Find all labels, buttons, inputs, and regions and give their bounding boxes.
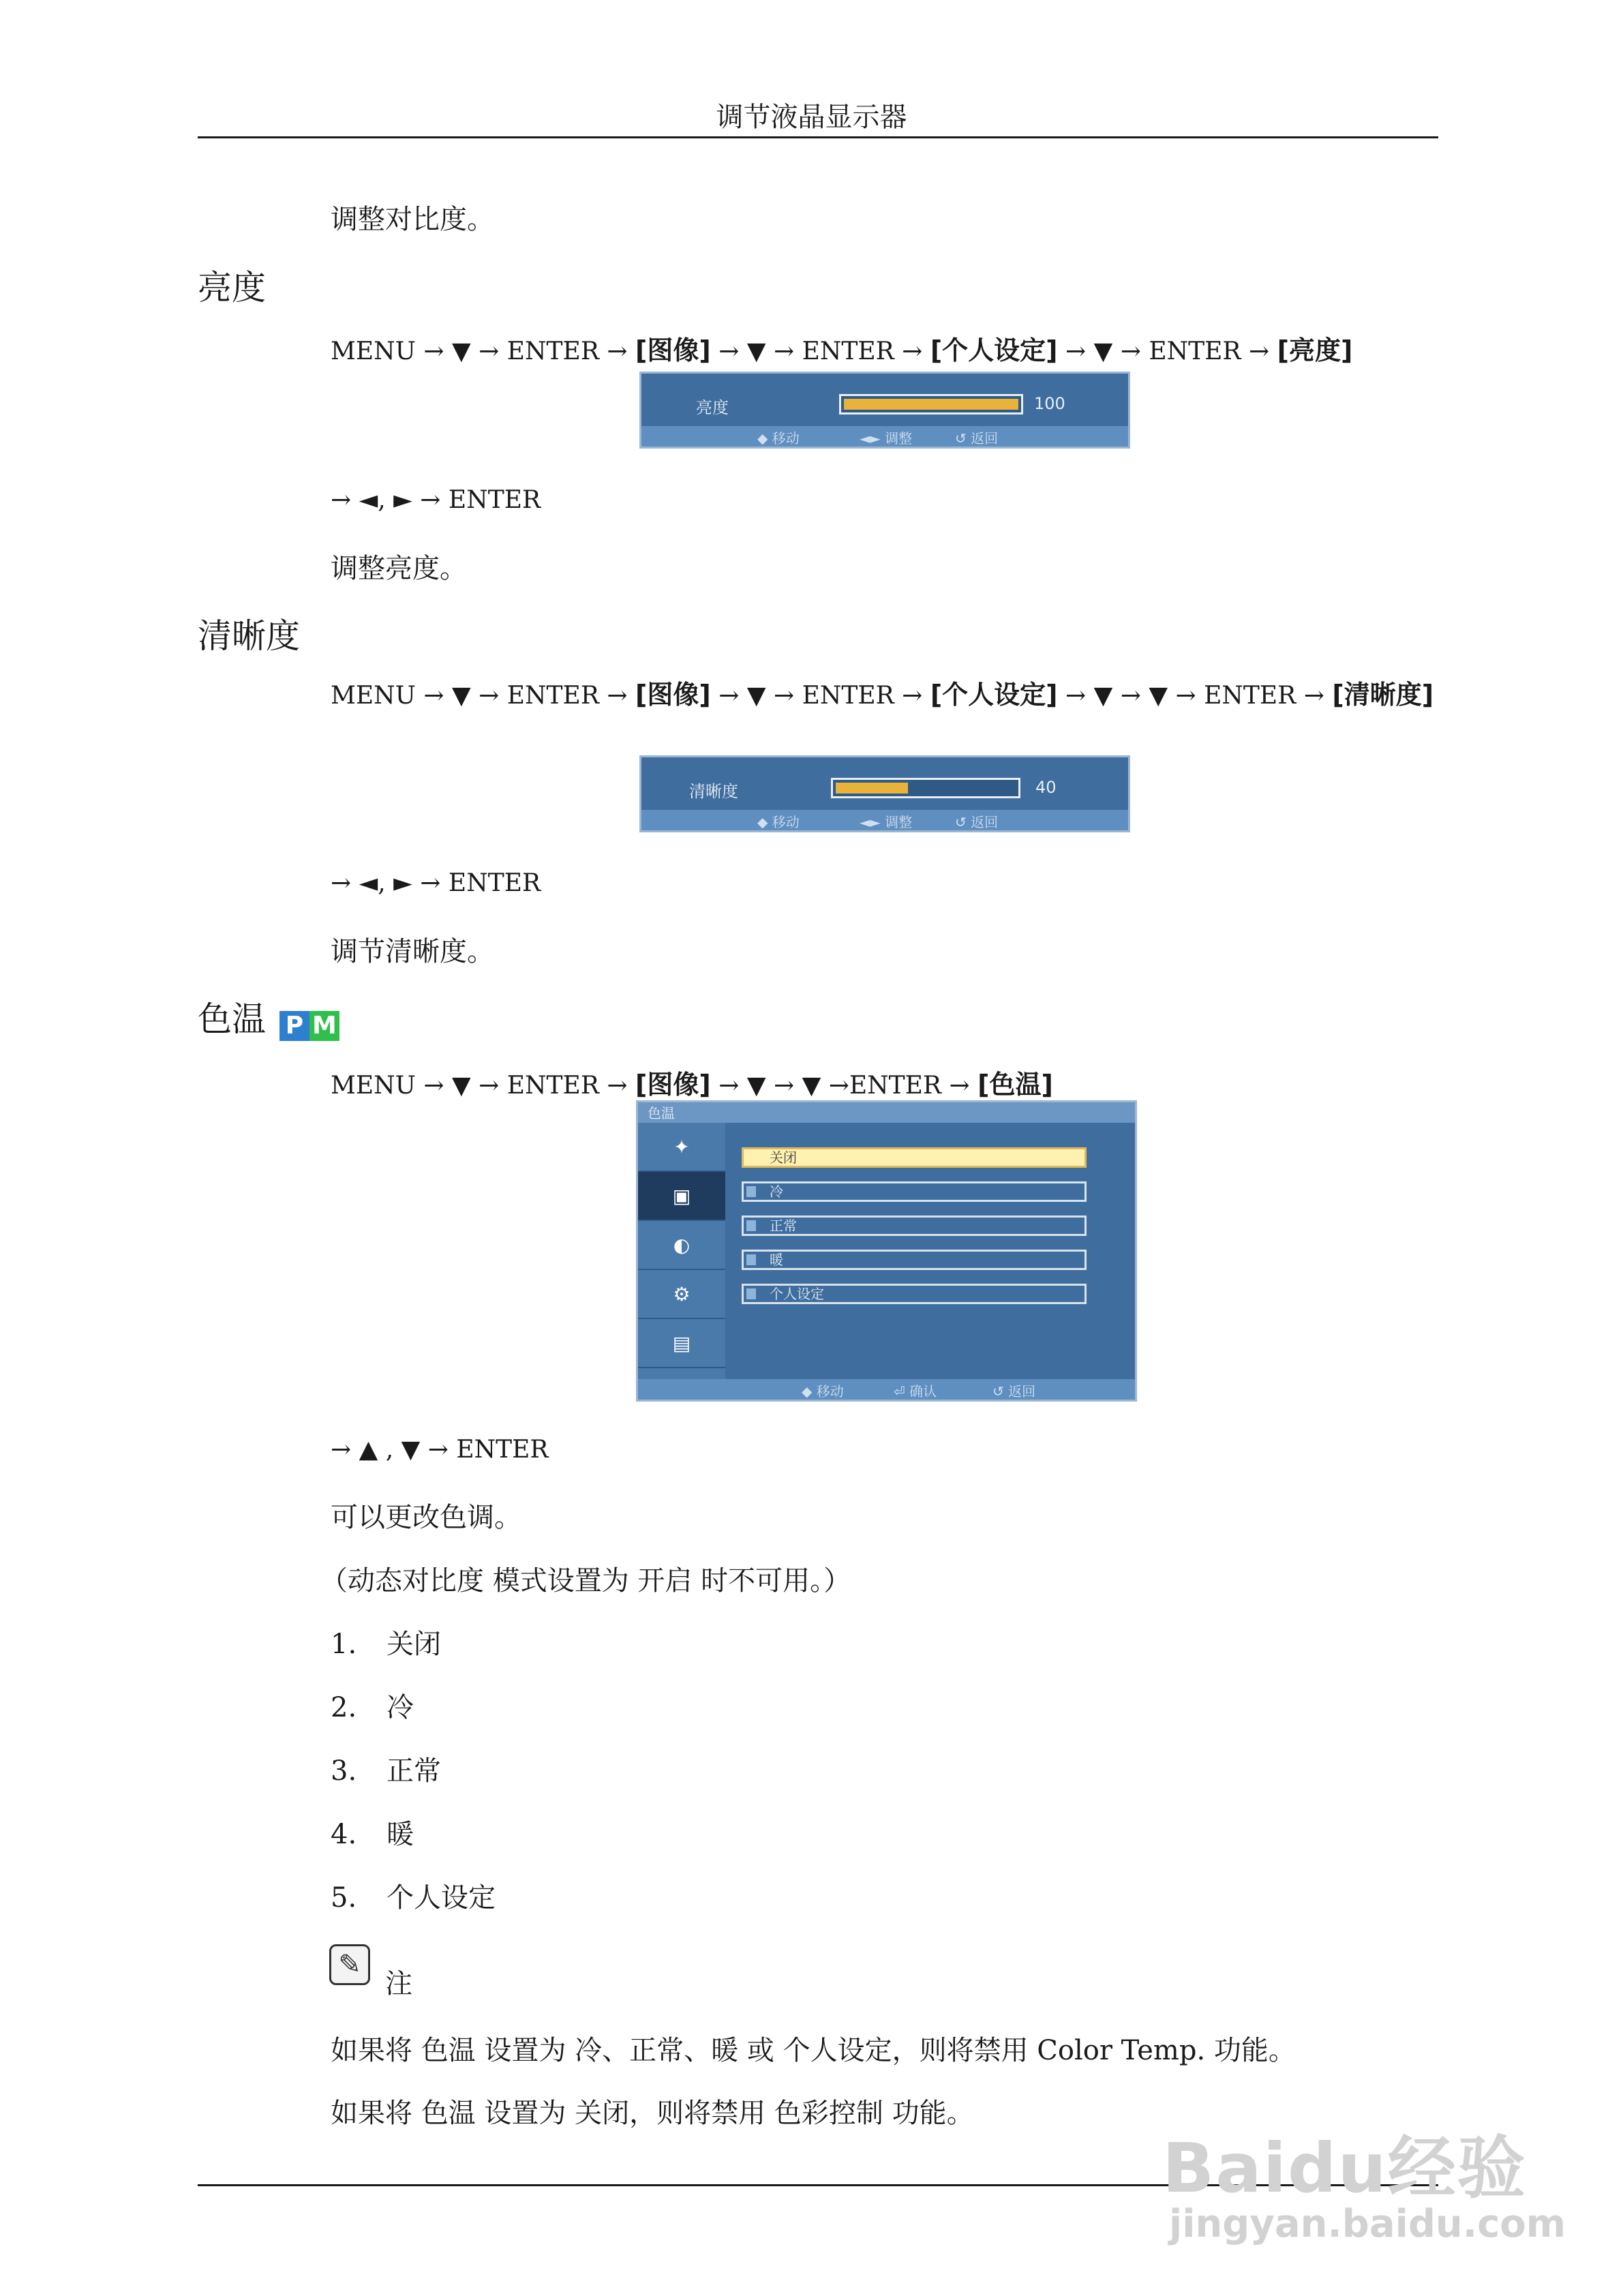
move-hint-label: 移动 bbox=[772, 430, 800, 447]
osd-footer bbox=[641, 426, 1128, 447]
color-temp-restriction: （动态对比度 模式设置为 开启 时不可用。） bbox=[320, 1565, 851, 1597]
note-line-1: 如果将 色温 设置为 冷、正常、暖 或 个人设定，则将禁用 Color Temp. 功能。 bbox=[331, 2035, 1296, 2066]
path-text: MENU → ▼ → ENTER → bbox=[331, 337, 628, 365]
path-text: → ▼ → ENTER → bbox=[1065, 337, 1270, 365]
list-label: 关闭 bbox=[386, 1629, 441, 1660]
picture-icon[interactable]: ▣ bbox=[638, 1172, 725, 1221]
section-heading-color-temp bbox=[198, 992, 339, 1042]
intro-text: 调整对比度。 bbox=[331, 204, 494, 235]
path-text: MENU → ▼ → ENTER → bbox=[331, 1072, 628, 1100]
path-text: MENU → ▼ → ENTER → bbox=[331, 682, 628, 710]
heading-text: 色温 bbox=[198, 999, 266, 1039]
adjust-hint-label: 调整 bbox=[885, 814, 913, 830]
color-temp-osd-menu bbox=[636, 1100, 1137, 1402]
path-label-color-temp: [色温] bbox=[977, 1070, 1053, 1100]
section-heading-sharpness: 清晰度 bbox=[198, 616, 300, 656]
path-label-sharpness: [清晰度] bbox=[1332, 680, 1434, 710]
sharpness-slider[interactable] bbox=[831, 778, 1020, 798]
note-line-2: 如果将 色温 设置为 关闭，则将禁用 色彩控制 功能。 bbox=[331, 2098, 974, 2129]
baidu-watermark-logo: Baidu经验 bbox=[1162, 2128, 1527, 2208]
slider-fill bbox=[844, 399, 1018, 410]
return-hint-label: 返回 bbox=[1008, 1383, 1036, 1400]
list-number: 3. bbox=[331, 1755, 357, 1787]
list-label: 暖 bbox=[386, 1819, 414, 1850]
list-item bbox=[331, 1813, 414, 1852]
return-hint: ↺ 返回 bbox=[992, 1383, 1036, 1400]
adjust-action-color-temp: → ▲ , ▼ → ENTER bbox=[331, 1436, 549, 1464]
move-hint-label: 移动 bbox=[772, 814, 800, 830]
brightness-desc: 调整亮度。 bbox=[331, 553, 467, 584]
return-hint: ↺ 返回 bbox=[955, 430, 999, 447]
list-item bbox=[331, 1622, 441, 1661]
page-header-title: 调节液晶显示器 bbox=[716, 102, 907, 133]
menu-path-sharpness bbox=[331, 679, 1435, 712]
return-hint: ↺ 返回 bbox=[955, 814, 999, 830]
section-heading-brightness: 亮度 bbox=[198, 268, 266, 307]
color-temp-desc: 可以更改色调。 bbox=[331, 1502, 521, 1533]
pm-badge bbox=[279, 1002, 339, 1042]
baidu-watermark-url: jingyan.baidu.com bbox=[1169, 2202, 1566, 2246]
menu-path-brightness bbox=[331, 329, 1352, 367]
slider-fill bbox=[836, 783, 908, 794]
move-hint: ◆ 移动 bbox=[757, 814, 800, 830]
menu-title: 色温 bbox=[638, 1102, 1135, 1123]
adjust-hint: ◄► 调整 bbox=[860, 430, 913, 447]
osd-label: 亮度 bbox=[696, 398, 729, 417]
path-text: → ▼ → ENTER → bbox=[718, 337, 923, 365]
return-hint-label: 返回 bbox=[971, 814, 999, 830]
menu-option-warm[interactable]: 暖 bbox=[742, 1250, 1087, 1270]
sharpness-osd-panel bbox=[639, 755, 1130, 832]
path-label-brightness: [亮度] bbox=[1277, 335, 1353, 365]
menu-option-cool[interactable]: 冷 bbox=[742, 1181, 1087, 1202]
path-text: → ▼ → ▼ →ENTER → bbox=[718, 1072, 970, 1100]
move-hint: ◆ 移动 bbox=[757, 430, 800, 447]
multi-control-icon[interactable]: ▤ bbox=[638, 1319, 725, 1368]
list-item bbox=[331, 1686, 414, 1725]
path-text: → ▼ → ▼ → ENTER → bbox=[1065, 682, 1324, 710]
menu-option-off[interactable]: 关闭 bbox=[742, 1147, 1087, 1168]
sharpness-desc: 调节清晰度。 bbox=[331, 936, 494, 967]
note-icon: ✎ bbox=[329, 1944, 370, 1985]
list-label: 正常 bbox=[386, 1755, 441, 1787]
list-number: 4. bbox=[331, 1819, 357, 1850]
path-label-picture: [图像] bbox=[635, 1070, 711, 1100]
confirm-hint: ⏎ 确认 bbox=[894, 1383, 937, 1400]
badge-m: M bbox=[309, 1011, 339, 1041]
menu-option-normal[interactable]: 正常 bbox=[742, 1215, 1087, 1236]
osd-value: 100 bbox=[1034, 394, 1065, 413]
sound-icon[interactable]: ◐ bbox=[638, 1221, 725, 1270]
brightness-osd-panel bbox=[639, 372, 1130, 449]
move-hint: ◆ 移动 bbox=[802, 1383, 844, 1400]
menu-path-color-temp bbox=[331, 1063, 1053, 1101]
osd-label: 清晰度 bbox=[689, 782, 738, 801]
adjust-hint-label: 调整 bbox=[885, 430, 913, 447]
osd-value: 40 bbox=[1035, 778, 1057, 797]
list-label: 冷 bbox=[386, 1692, 414, 1723]
list-label: 个人设定 bbox=[386, 1882, 496, 1914]
note-label: 注 bbox=[385, 1968, 412, 1999]
list-number: 2. bbox=[331, 1692, 357, 1723]
brightness-slider[interactable] bbox=[839, 394, 1023, 414]
header-rule bbox=[198, 136, 1438, 138]
list-item bbox=[331, 1876, 496, 1915]
menu-sidebar bbox=[638, 1123, 725, 1379]
move-hint-label: 移动 bbox=[816, 1383, 844, 1400]
path-label-custom: [个人设定] bbox=[930, 335, 1058, 365]
badge-p: P bbox=[279, 1011, 309, 1041]
list-number: 1. bbox=[331, 1629, 357, 1660]
adjust-hint: ◄► 调整 bbox=[860, 814, 913, 830]
path-label-picture: [图像] bbox=[635, 335, 711, 365]
adjust-action-sharpness: → ◄, ► → ENTER bbox=[331, 869, 541, 897]
return-hint-label: 返回 bbox=[971, 430, 999, 447]
path-label-picture: [图像] bbox=[635, 680, 711, 710]
adjust-action-brightness: → ◄, ► → ENTER bbox=[331, 486, 541, 514]
confirm-hint-label: 确认 bbox=[909, 1383, 937, 1400]
list-item bbox=[331, 1749, 441, 1788]
path-text: → ▼ → ENTER → bbox=[718, 682, 923, 710]
list-number: 5. bbox=[331, 1882, 357, 1914]
path-label-custom: [个人设定] bbox=[930, 680, 1058, 710]
menu-footer bbox=[638, 1379, 1135, 1400]
osd-footer bbox=[641, 810, 1128, 830]
setup-icon[interactable]: ⚙ bbox=[638, 1270, 725, 1319]
input-icon[interactable]: ✦ bbox=[638, 1123, 725, 1172]
menu-option-custom[interactable]: 个人设定 bbox=[742, 1284, 1087, 1304]
